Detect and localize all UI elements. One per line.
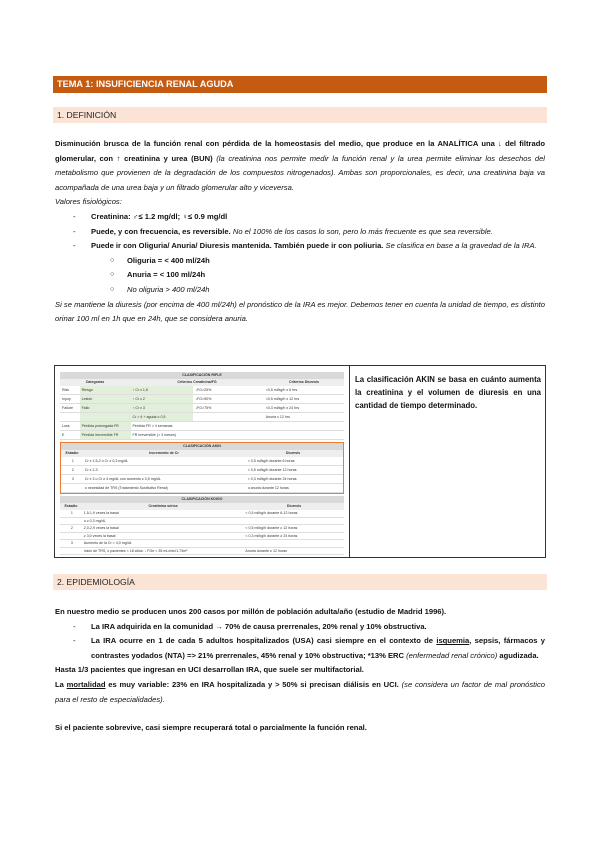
list-item [55, 225, 545, 240]
table-cell: Inicio de TRS, o pacientes < 18 años: ↓ FGe < 35 mL/min/1,73m² [83, 548, 188, 553]
table-cell [60, 533, 82, 540]
table-cell: Lesión [80, 395, 131, 403]
table-cell [243, 540, 344, 547]
epidemiology-body [55, 605, 545, 736]
diuresis-italic: Se clasifica en base a la gravedad de la IRA. [383, 241, 537, 251]
table-cell: <0,5 ml/kg/h x 12 hrs [265, 397, 300, 401]
table-cell: < 0,5 ml/kg/h durante 12 horas [247, 468, 297, 472]
table-header: Diuresis [286, 504, 302, 508]
list-item [55, 620, 545, 635]
definition-italic: (la creatinina nos permite medir la función renal y la urea permite eliminar los desechos del metabolismo que provienen de la degradación de los compuestos nitrogenados). Ambas son proporcionales, es decir, una creatinina baja va acompañada de una urea baja y un filtrado glomerular alto y viceversa. [55, 153, 545, 192]
table-cell: Pérdida prolongada FR [80, 422, 131, 430]
table-cell: < 0,5 ml/kg/h durante 6-12 horas [245, 511, 298, 515]
table-row [61, 457, 343, 466]
table-row [61, 475, 343, 484]
table-cell: Cr x 3 o Cr ≥ 4 mg/dL con aumento ≥ 0,5 mg/dL [84, 477, 161, 481]
table-header: Incremento de Cr [149, 451, 179, 455]
table-cell: Anuria x 12 hrs [265, 415, 290, 419]
table-cell: < 0,3 ml/kg/h durante 24 horas [247, 477, 297, 481]
epi-mortality-italic: (se considera un factor de mal pronóstico para el resto de especialidades). [55, 679, 545, 704]
table-header: Estadio [64, 504, 78, 508]
table-cell: Injury [62, 397, 71, 401]
table-row [60, 395, 344, 404]
oliguria-item: Oliguria = < 400 ml/24h [127, 255, 210, 265]
table-row [60, 386, 344, 395]
table-cell [264, 422, 344, 430]
table-header: Creatinina sérica [148, 504, 178, 508]
epi-mortality-a: La [55, 679, 67, 689]
table-cell: ≥ 3,0 veces la basal [83, 533, 116, 538]
reversible-bold: Puede, y con frecuencia, es reversible. [91, 226, 231, 236]
table-header: Categorías [85, 380, 105, 384]
table-header: Criterios Diuresis [289, 380, 319, 384]
table-cell: 2 [70, 526, 73, 530]
table-cell: FR irreversible (> 3 meses) [132, 433, 176, 437]
table-row [60, 431, 344, 440]
epi-line-3 [55, 678, 545, 707]
table-row [60, 533, 344, 541]
list-item [55, 634, 545, 663]
table-row [60, 518, 344, 526]
list-item [55, 254, 545, 269]
table-cell: o anuria durante 12 horas [247, 486, 289, 490]
table-cell: ↓FG>50% [195, 397, 212, 401]
table-cell: Cr x 1.5-2 o Cr ≥ 0,3 mg/dL [84, 459, 129, 463]
table-cell: Cr x 2-3 [84, 468, 98, 472]
definition-bold: Disminución brusca de la función renal con pérdida de la homeostasis del medio, que produce en la ANALÍTICA una ↓ del filtrado glomerular, con ↑ creatinina y urea (BUN) [55, 139, 545, 163]
table-cell [264, 431, 344, 439]
table-cell: ↑ Cr x 2 [131, 395, 194, 403]
table-cell: Pérdida FR > 4 semanas [132, 424, 173, 428]
table-cell [60, 548, 82, 555]
table-cell: Failure [62, 406, 73, 410]
table-row [60, 510, 344, 518]
table-cell: 1,5-1,9 veces la basal [83, 511, 119, 515]
definition-list [55, 210, 545, 254]
table-cell [193, 413, 264, 421]
table-cell: Risk [62, 388, 69, 392]
table-cell: ↑ Cr x 3 [131, 404, 194, 412]
epi-line-4: Si el paciente sobrevive, casi siempre recuperará total o parcialmente la función renal. [55, 723, 367, 733]
table-cell: < 0,5 ml/kg/h durante ≥ 12 horas [245, 526, 298, 530]
reversible-italic: No el 100% de los casos lo son, pero lo más frecuente es que sea reversible. [230, 226, 493, 236]
table-cell: < 0,3 ml/kg/h durante ≥ 24 horas [245, 533, 298, 538]
table-cell: <0,5 ml/kg/h x 6 hrs [265, 388, 298, 392]
table-cell [61, 484, 83, 492]
no-oliguria-item: No oliguria > 400 ml/24h [127, 284, 210, 294]
definition-paragraph [55, 137, 545, 195]
list-item [55, 210, 545, 225]
rifle-title: CLASIFICACIÓN RIFLE [60, 372, 344, 379]
diuresis-paragraph: Si se mantiene la diuresis (por encima de 400 ml/24h) el pronóstico de la IRA es mejor. Debemos tener en cuenta la unidad de tiempo, es distinto orinar 100 ml en 1h que en 24h, que se considera anuria. [55, 299, 545, 324]
table-cell: ↓FG>25% [195, 388, 212, 392]
box-divider [349, 366, 350, 557]
table-cell: Pérdida irreversible FR [80, 431, 131, 439]
epi-line-1: En nuestro medio se producen unos 200 casos por millón de población adulta/año (estudio de Madrid 1996). [55, 607, 447, 616]
table-cell: 1 [71, 459, 74, 463]
epi-mortality-b: es muy variable: 23% en IRA hospitalizada y > 50% si precisan diálisis en UCI. [105, 679, 399, 689]
table-row [61, 466, 343, 475]
table-cell: E [62, 433, 65, 437]
table-row [60, 413, 344, 422]
epi-hospital-a: La IRA ocurre en 1 de cada 5 adultos hospitalizados (USA) casi siempre en el contexto de [91, 636, 437, 646]
table-row [60, 548, 344, 556]
definition-body [55, 137, 545, 327]
table-cell: Aumento de la Cr > 4,0 mg/dL [83, 541, 132, 545]
table-cell [60, 518, 82, 525]
table-cell: o necesidad de TRS (Tratamiento Sustitutivo Renal) [84, 486, 168, 490]
table-cell: Cr > 4 + aguda ≥ 0,5 [131, 413, 194, 421]
epi-hospital-isquemia: isquemia [436, 636, 470, 646]
table-row [60, 422, 344, 431]
table-row [60, 525, 344, 533]
akin-header-row [61, 450, 343, 457]
table-row [61, 484, 343, 493]
epi-community: La IRA adquirida en la comunidad → 70% de causa prerrenales, 20% renal y 10% obstructiva. [91, 621, 427, 631]
list-item [55, 239, 545, 254]
classification-tables-image [60, 372, 344, 555]
valores-label: Valores fisiológicos: [55, 197, 122, 207]
table-header: Estadio [65, 451, 79, 455]
list-item [55, 268, 545, 283]
epi-hospital-erc: (enfermedad renal crónico) [406, 650, 498, 660]
table-cell: < 0,5 ml/kg/h durante 6 horas [247, 459, 295, 463]
table-cell: Anuria durante ≥ 12 horas [245, 548, 287, 553]
classification-box [54, 365, 546, 558]
page-title: TEMA 1: INSUFICIENCIA RENAL AGUDA [53, 76, 547, 93]
rifle-header-row [60, 379, 344, 386]
epi-mortality-word: mortalidad [66, 679, 106, 689]
table-cell: ↑ Cr x 1,5 [131, 386, 194, 394]
list-item [55, 283, 545, 298]
table-row [60, 404, 344, 413]
table-cell: 1 [70, 511, 73, 515]
epi-hospital-b: , sepsis, fármacos y contrastes yodados (NTA) => 21% prerrenales, 45% renal y 10% obstructiva; *13% ERC [91, 636, 546, 660]
table-header: Criterios Creatinina/FG [177, 380, 217, 384]
table-cell [243, 518, 344, 525]
akin-table [60, 442, 344, 494]
table-cell: <0,3 ml/kg/h x 24 hrs [265, 406, 300, 410]
table-cell [60, 413, 80, 421]
table-cell [80, 413, 131, 421]
section-heading-definicion: 1. DEFINICIÓN [53, 107, 547, 123]
table-cell: o ≥ 0,3 mg/dL [83, 518, 106, 523]
diuresis-sublist [55, 254, 545, 298]
epi-line-2: Hasta 1/3 pacientes que ingresan en UCI desarrollan IRA, que suele ser multifactorial. [55, 665, 364, 675]
table-cell: 3 [70, 541, 73, 545]
table-cell: ↓FG>75% [195, 406, 212, 410]
section-heading-epidemiologia: 2. EPIDEMIOLOGÍA [53, 574, 547, 590]
table-cell: 2 [71, 468, 74, 472]
table-cell: Fallo [80, 404, 131, 412]
diuresis-bold: Puede ir con Oliguria/ Anuria/ Diuresis mantenida. También puede ir con poliuria. [91, 241, 384, 251]
spacer [55, 707, 545, 721]
epi-list [55, 620, 545, 664]
table-cell: 2,0-2,9 veces la basal [83, 526, 119, 530]
akin-title: CLASIFICACIÓN AKIN [61, 443, 343, 450]
table-cell: Riesgo [80, 386, 131, 394]
kdigo-title: CLASIFICACIÓN KDIGO [60, 496, 344, 503]
anuria-item: Anuria = < 100 ml/24h [127, 270, 206, 280]
creatinina-values: Creatinina: ♂≤ 1.2 mg/dl; ♀≤ 0.9 mg/dl [91, 211, 228, 221]
epi-hospital-c: agudizada. [497, 650, 539, 660]
akin-note: La clasificación AKIN se basa en cuánto aumenta la creatinina y el volumen de diuresis en una cantidad de tiempo determinado. [355, 375, 541, 411]
table-cell: 3 [71, 477, 74, 481]
table-cell: Loss [62, 424, 70, 428]
table-row [60, 540, 344, 548]
table-header: Diuresis [285, 451, 301, 455]
kdigo-header-row [60, 503, 344, 510]
